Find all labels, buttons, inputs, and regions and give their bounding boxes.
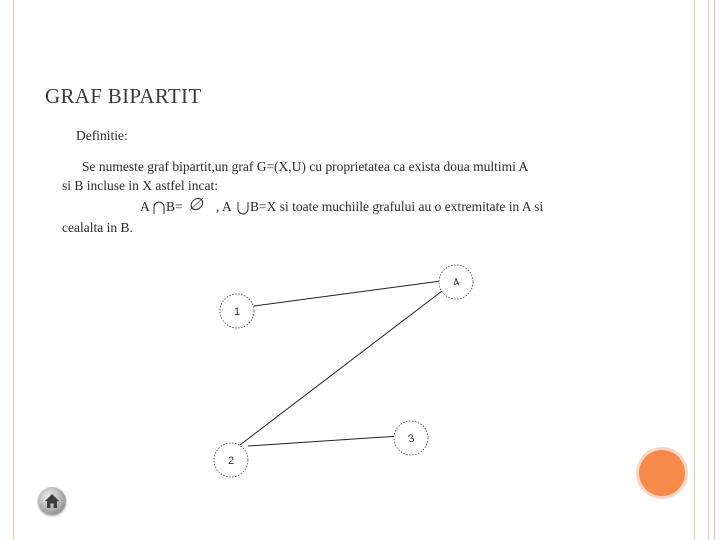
definition-label: Definitie: xyxy=(76,128,128,143)
edge-1-4 xyxy=(254,281,441,306)
empty-set-symbol: ∅ xyxy=(188,195,203,214)
decorative-circle xyxy=(639,450,685,496)
slide-title: GRAF BIPARTIT xyxy=(45,84,202,108)
formula-comma-a: , A xyxy=(216,199,232,214)
home-icon xyxy=(43,492,61,510)
definition-line-2: si B incluse in X astfel incat: xyxy=(62,178,218,193)
formula-b-equals: B= xyxy=(166,199,183,214)
node-label-1: 1 xyxy=(233,306,241,318)
formula-a: A xyxy=(140,199,150,214)
node-label-2: 2 xyxy=(227,455,235,467)
node-label-4: 4 xyxy=(451,276,462,290)
definition-line-1: Se numeste graf bipartit,un graf G=(X,U) cu proprietatea ca exista doua multimi A xyxy=(82,159,529,174)
home-button[interactable] xyxy=(38,487,66,515)
node-label-3: 3 xyxy=(406,432,416,446)
edge-2-3 xyxy=(248,436,400,446)
formula-rest: B=X si toate muchiile grafului au o extremitate in A si xyxy=(250,199,544,214)
definition-line-end: cealalta in B. xyxy=(62,220,133,235)
